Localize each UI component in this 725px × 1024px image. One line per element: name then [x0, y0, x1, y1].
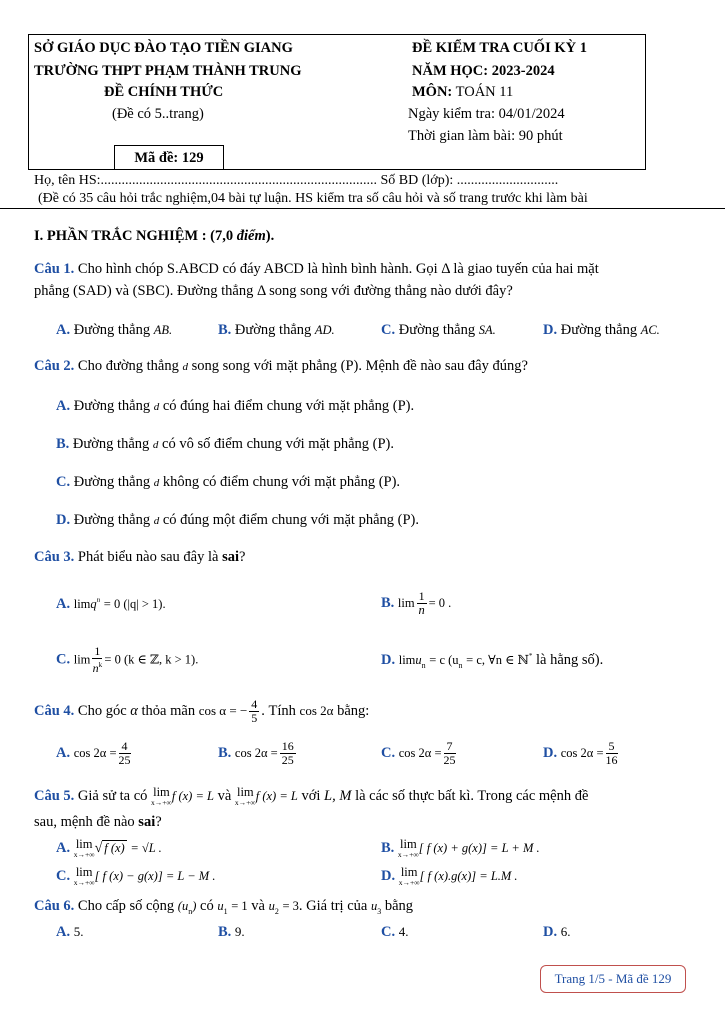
question-4-label: Câu 4. [34, 702, 75, 719]
q4-option-d[interactable]: D. cos 2α = $\frac{5}{16}$ [543, 739, 618, 767]
question-1-line2: phẳng (SAD) và (SBC). Đường thẳng Δ song song với đường thẳng nào dưới đây? [34, 283, 513, 299]
question-5-label: Câu 5. [34, 787, 75, 804]
question-3-label: Câu 3. [34, 549, 75, 565]
exam-note: (Đề có 35 câu hỏi trắc nghiệm,04 bài tự luận. HS kiểm tra số câu hỏi và số trang trước khi làm bài [38, 191, 588, 206]
exam-code-box: Mã đề: 129 [114, 145, 224, 170]
header-department: SỞ GIÁO DỤC ĐÀO TẠO TIỀN GIANG [34, 40, 293, 56]
question-1-label: Câu 1. [34, 261, 75, 277]
header-subject: MÔN: TOÁN 11 [412, 84, 514, 100]
q6-option-c[interactable]: C. 4. [381, 924, 409, 940]
student-info-line: Họ, tên HS:............................................................................... Số BD (lớp): ............................. [34, 173, 559, 188]
q2-option-b[interactable]: B. Đường thẳng d có vô số điểm chung với mặt phẳng (P). [56, 436, 394, 452]
header-school-year: NĂM HỌC: 2023-2024 [412, 63, 555, 79]
question-3-text: Câu 3. Phát biểu nào sau đây là sai? [34, 549, 246, 565]
section-title: I. PHẦN TRẮC NGHIỆM : (7,0 điểm). [34, 228, 275, 244]
header-divider [0, 208, 725, 209]
q2-option-d[interactable]: D. Đường thẳng d có đúng một điểm chung với mặt phẳng (P). [56, 512, 419, 528]
q4-option-a[interactable]: A. cos 2α = $\frac{4}{25}$ [56, 739, 131, 767]
q3-option-a[interactable]: A. limq$^n$ = 0 (|q| > 1). [56, 596, 166, 612]
q4-option-c[interactable]: C. cos 2α = $\frac{7}{25}$ [381, 739, 456, 767]
header-exam-title: ĐỀ KIỂM TRA CUỐI KỲ 1 [412, 40, 587, 56]
q3-option-c[interactable]: C. lim $\frac{1}{n^k}$ = 0 (k ∈ ℤ, k > 1). [56, 644, 199, 675]
q5-option-a[interactable]: A. lim x→+∞ √ f (x) = √L . [56, 837, 162, 859]
q2-option-c[interactable]: C. Đường thẳng d không có điểm chung với mặt phẳng (P). [56, 474, 401, 490]
q3-option-b[interactable]: B. lim $\frac{1}{n}$ = 0 . [381, 589, 452, 617]
q1-option-c[interactable]: C. Đường thẳng SA. [381, 322, 496, 338]
q6-option-a[interactable]: A. 5. [56, 924, 84, 940]
header-official: ĐỀ CHÍNH THỨC [104, 84, 224, 100]
q1-option-d[interactable]: D. Đường thẳng AC. [543, 322, 660, 338]
q5-option-b[interactable]: B. lim x→+∞ [ f (x) + g(x)] = L + M . [381, 837, 540, 859]
header-pages: (Đề có 5..trang) [112, 106, 204, 122]
q5-option-d[interactable]: D. lim x→+∞ [ f (x).g(x)] = L.M . [381, 865, 518, 887]
question-4-text: Câu 4. Cho góc α thỏa mãn cos α = − $\frac{4}{5}$ . Tính cos 2α bằng: [34, 697, 370, 725]
header-duration: Thời gian làm bài: 90 phút [408, 128, 563, 144]
q2-option-a[interactable]: A. Đường thẳng d có đúng hai điểm chung với mặt phẳng (P). [56, 398, 415, 414]
question-1-line1: Câu 1. Cho hình chóp S.ABCD có đáy ABCD là hình bình hành. Gọi Δ là giao tuyến của hai mặt [34, 261, 599, 277]
question-6-text: Câu 6. Cho cấp số cộng $(u_n)$ có $u_1 = 1$ và $u_2 = 3$. Giá trị của $u_3$ bằng [34, 898, 414, 916]
question-2-text: Câu 2. Cho đường thẳng d song song với mặt phẳng (P). Mệnh đề nào sau đây đúng? [34, 358, 528, 374]
q6-option-b[interactable]: B. 9. [218, 924, 245, 940]
q1-option-a[interactable]: A. Đường thẳng AB. [56, 322, 173, 338]
question-5-line1: Câu 5. Giả sử ta có lim x→+∞ f (x) = L và lim x→+∞ f (x) = L với L, M là các số thực bất kì. Trong các mệnh đề [34, 785, 589, 807]
q5-option-c[interactable]: C. lim x→+∞ [ f (x) − g(x)] = L − M . [56, 865, 216, 887]
question-6-label: Câu 6. [34, 898, 75, 914]
page-footer: Trang 1/5 - Mã đề 129 [540, 965, 686, 993]
q1-option-b[interactable]: B. Đường thẳng AD. [218, 322, 335, 338]
q3-option-d[interactable]: D. limu$_n$ = c ($u_n = c$, ∀n ∈ ℕ* là hằng số). [381, 652, 604, 670]
header-date: Ngày kiểm tra: 04/01/2024 [408, 106, 565, 122]
header-school: TRƯỜNG THPT PHẠM THÀNH TRUNG [34, 63, 302, 79]
question-5-line2: sau, mệnh đề nào sai? [34, 814, 162, 830]
q6-option-d[interactable]: D. 6. [543, 924, 571, 940]
question-2-label: Câu 2. [34, 358, 75, 374]
q4-option-b[interactable]: B. cos 2α = $\frac{16}{25}$ [218, 739, 294, 767]
